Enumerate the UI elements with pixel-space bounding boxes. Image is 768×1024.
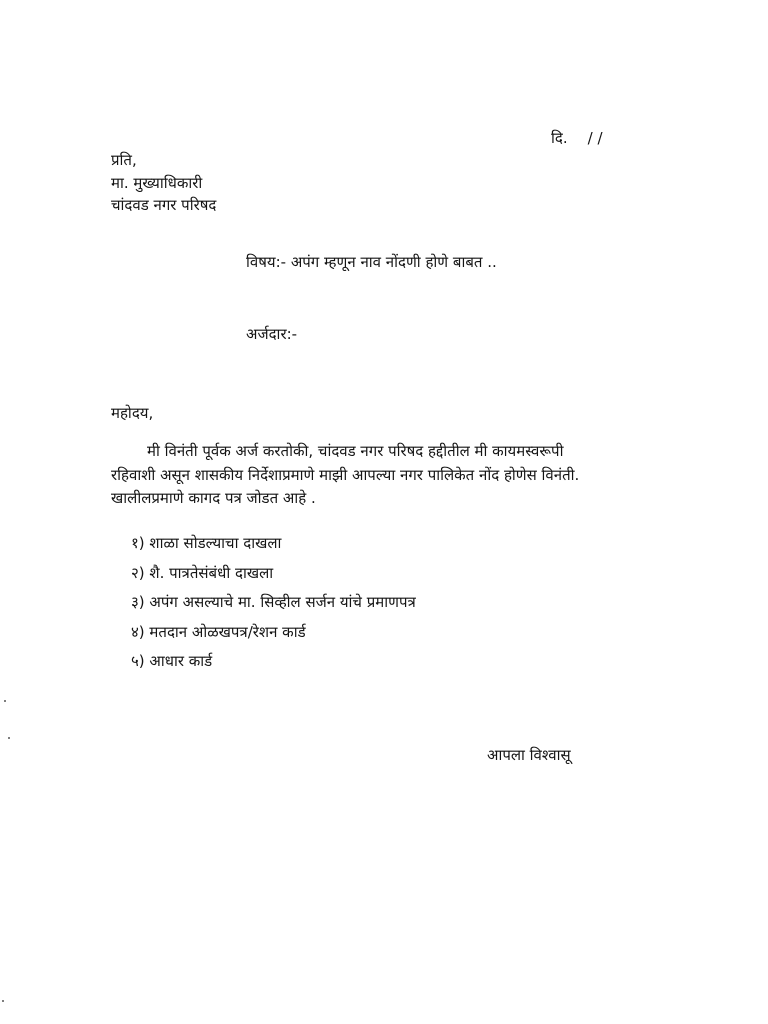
list-item: २) शै. पात्रतेसंबंधी दाखला [131,563,274,582]
date-blank: / / [587,129,603,147]
date-line [551,129,603,147]
recipient-prefix: प्रति, [111,151,137,169]
scan-speck [4,700,6,702]
subject-line: विषय:- अपंग म्हणून नाव नोंदणी होणे बाबत .. [246,253,497,271]
list-item: ४) मतदान ओळखपत्र/रेशन कार्ड [131,622,306,641]
attached-documents-list [131,533,416,681]
scan-speck [8,737,10,739]
applicant-label: अर्जदार:- [246,325,298,343]
body-line: मी विनंती पूर्वक अर्ज करतोकी, चांदवड नगर परिषद हद्दीतील मी कायमस्वरूपी [147,442,564,460]
closing-line: आपला विश्वासू [487,746,571,764]
list-item: ५) आधार कार्ड [131,652,213,670]
scan-speck [2,1000,4,1002]
body-paragraph [111,440,671,511]
salutation: महोदय, [111,404,154,422]
date-prefix: दि. [551,129,568,147]
recipient-designation: मा. मुख्याधिकारी [111,174,203,192]
list-item: १) शाळा सोडल्याचा दाखला [131,534,282,552]
recipient-office: चांदवड नगर परिषद [111,196,217,214]
body-line: रहिवाशी असून शासकीय निर्देशाप्रमाणे माझी आपल्या नगर पालिकेत नोंद होणेस विनंती. [111,465,580,484]
body-line: खालीलप्रमाणे कागद पत्र जोडत आहे . [111,489,316,507]
list-item: ३) अपंग असल्याचे मा. सिव्हील सर्जन यांचे प्रमाणपत्र [131,593,416,611]
